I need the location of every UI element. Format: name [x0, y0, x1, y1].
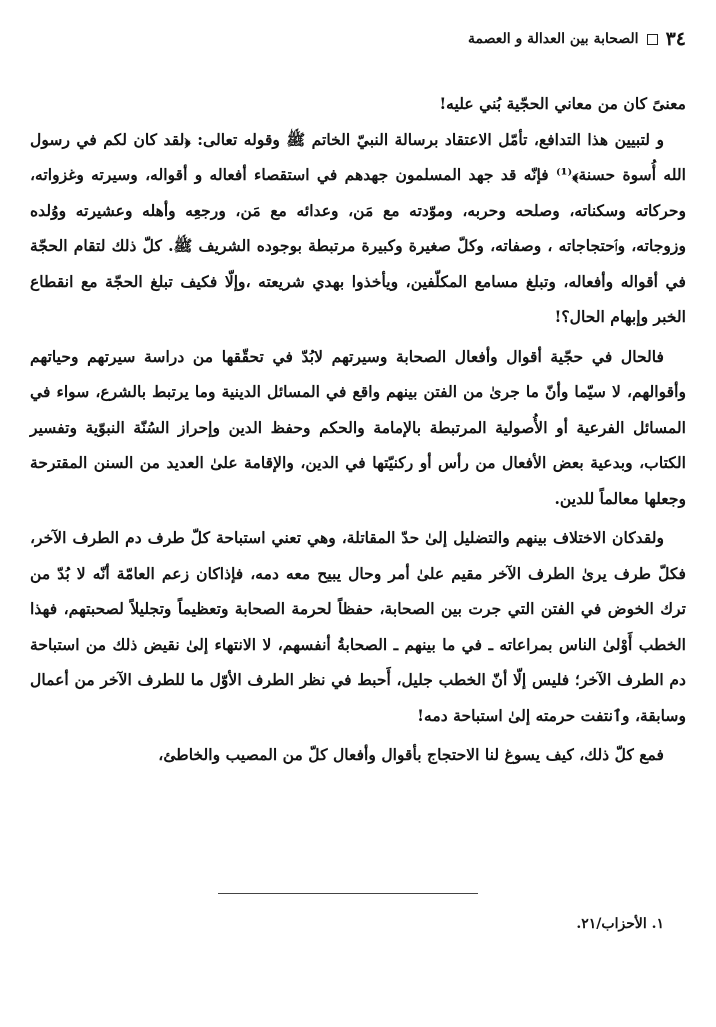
page-number: ٣٤	[665, 28, 686, 50]
paragraph: فالحال في حجّية أقوال وأفعال الصحابة وسيرتهم لابُدّ في تحقّقها من دراسة سيرتهم وحياتهم وأقوالهم، لا سيّما وأنّ ما جرىٰ من الفتن بينهم واقع في المسائل الدينية وما يرتبط بالشرع، سواء في المسائل الفرعية أو الأُصولية المرتبطة بالإمامة والحكم وحفظ الدين وإحراز السُنّة النبوّية وتفسير الكتاب، وبدعية بعض الأفعال من رأس أو ركنيّتها في الدين، والإقامة علىٰ العديد من السنن المقترحة وجعلها معالماً للدين.	[30, 346, 686, 508]
running-title: الصحابة بين العدالة و العصمة	[467, 31, 639, 47]
square-bullet-icon	[647, 34, 658, 45]
footnote: ١. الأحزاب/٢١.	[576, 916, 664, 932]
page-header	[40, 26, 686, 52]
paragraph: معنىً كان من معاني الحجّية بُني عليه!	[439, 94, 686, 113]
body-text	[30, 86, 686, 777]
footnote-separator	[218, 893, 478, 894]
paragraph: و لتبيين هذا التدافع، تأمّل الاعتقاد برسالة النبيّ الخاتم ﷺ وقوله تعالى: ﴿لقد كان لكم في رسول الله أُسوة حسنة﴾⁽¹⁾ فإنّه قد جهد المسلمون جهدهم في استقصاء أفعاله و أقواله، وسيرته وغزواته، وحركاته وسكناته، وصلحه وحربه، وموّدته مع مَن، وعدائه مع مَن، ورجعِه وأهله وعشيرته ووُلده وزوجاته، وٱحتجاجاته ، وصفاته، وكلّ صغيرة وكبيرة مرتبطة بوجوده الشريف ﷺ. كلّ ذلك لتقام الحجّة في أقواله وأفعاله، وتبلغ مسامع المكلّفين، ويأخذوا بهدي شريعته ،وإلّا فكيف تبلغ الحجّة مع انقطاع الخبر وإبهام الحال؟!	[30, 129, 686, 326]
paragraph: فمع كلّ ذلك، كيف يسوغ لنا الاحتجاج بأقوال وأفعال كلّ من المصيب والخاطئ،	[158, 745, 664, 764]
paragraph: ولقدكان الاختلاف بينهم والتضليل إلىٰ حدّ المقاتلة، وهي تعني استباحة كلّ طرف دم الطرف الآخر، فكلّ طرف يرىٰ الطرف الآخر مقيم علىٰ أمر وحال يبيح معه دمه، فإذاكان زعم العامّة أنّه لا بُدّ من ترك الخوض في الفتن التي جرت بين الصحابة، حفظاً لحرمة الصحابة وتعظيماً وتجليلاً لصحبتهم، فهذا الخطب أَوْلىٰ الناس بمراعاته ـ في ما بينهم ـ الصحابةُ أنفسهم، لا الانتهاء إلىٰ نقيض ذلك من استباحة دم الطرف الآخر؛ فليس إلّا أنّ الخطب جليل، أَحبط في نظر الطرف الأوّل ما للطرف الآخر من أعمال وسابقة، وٱنتفت حرمته إلىٰ استباحة دمه!	[30, 528, 686, 725]
